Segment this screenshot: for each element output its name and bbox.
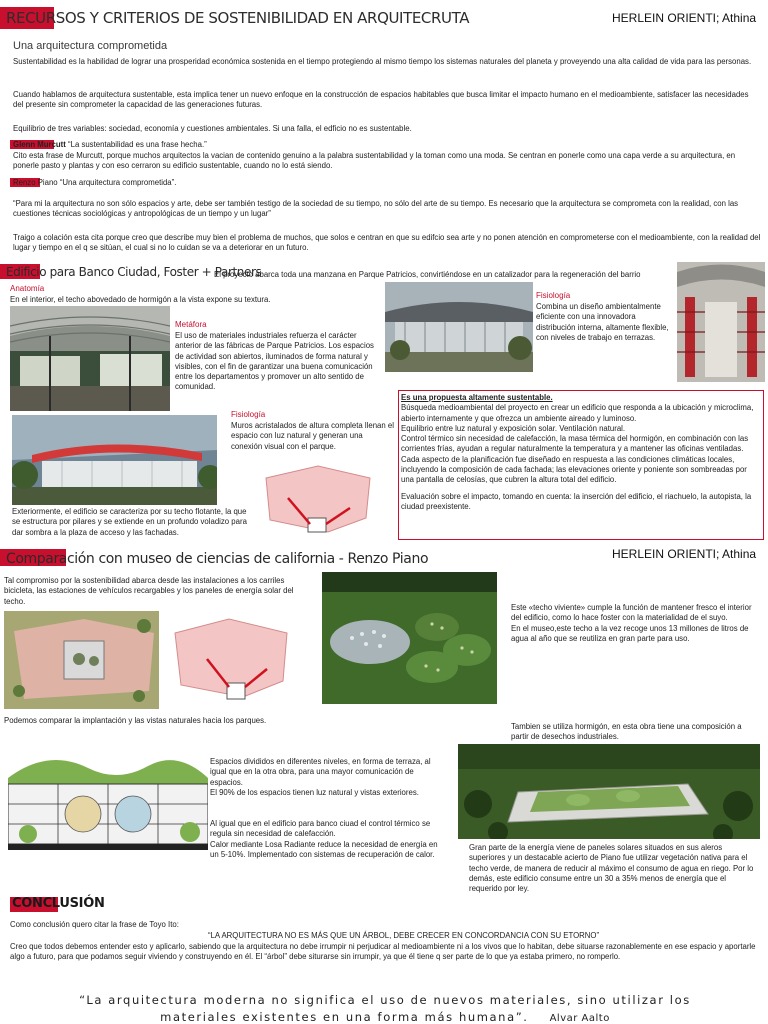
espacios-text-2: El 90% de los espacios tienen luz natural y vistas exteriores. bbox=[210, 787, 419, 797]
section-subtitle: Una arquitectura comprometida bbox=[13, 40, 168, 52]
murcutt-name: Glenn Murcutt bbox=[13, 140, 66, 149]
intro-paragraph-1: Sustentabilidad es la habilidad de lograr una prosperidad económica sostenida en el tiempo protegiendo al mismo tiempo los sistemas naturales del planeta y proveyendo una alta calidad de vida para las personas. bbox=[13, 57, 752, 66]
author-name: HERLEIN ORIENTI; Athina bbox=[612, 11, 757, 25]
piano-line bbox=[13, 178, 176, 188]
piano-text-1: “Para mi la arquitectura no son sólo espacios y arte, debe ser también testigo de la sociedad de su tiempo, no sólo del arte de su tiempo. Es necesario que la arquitectura se comprometa con la realidad, con las cuestiones técnicas sociológicas y antropológicas de un tiempo y un lugar” bbox=[13, 199, 739, 219]
murcutt-text: Cito esta frase de Murcutt, porque muchos arquitectos la vacian de contenido genuino a la palabra sustentabilidad y la toman como una moda. Se centran en ponerle como una capa verde a su arquitectura, en ponerle pasto y plantas y con eso cerraron su edificio sustentable, cuando no lo está siendo. bbox=[13, 151, 736, 171]
compare-author: HERLEIN ORIENTI; Athina bbox=[612, 547, 757, 561]
conclusion-heading: CONCLUSIÓN bbox=[12, 896, 105, 911]
museum-green-roof-photo bbox=[458, 744, 760, 839]
banco-render-photo bbox=[12, 415, 217, 505]
museum-section-drawing bbox=[8, 738, 208, 850]
fisiologia-label-2: Fisiología bbox=[231, 410, 266, 419]
termico-text-1: Al igual que en el edificio para banco ciuad el control térmico se regula sin necesidad de calefacción. bbox=[210, 819, 431, 839]
conclusion-intro: Como conclusión quero citar la frase de Toyo Ito: bbox=[10, 920, 179, 929]
espacios-text-1: Espacios divididos en diferentes niveles, en forma de terraza, al igual que en la otra obra, para una mayor comunicación de espacios. bbox=[210, 757, 431, 787]
murcutt-line bbox=[13, 140, 207, 150]
compare-heading: Comparación con museo de ciencias de california - Renzo Piano bbox=[6, 551, 429, 567]
museum-site-plan bbox=[167, 611, 295, 709]
sustentable-box-text-3: Control térmico sin necesidad de calefacción, la masa térmica del hormigón, en combinación con las corrientes frías, ayudan a regular naturalmente la temperatura y a mantener las oficinas ventiladas. bbox=[401, 434, 749, 454]
energia-text: Gran parte de la energía viene de paneles solares situados en sus aleros superiores y un destacable acierto de Piano fue utilizar vegetación nativa para el techo verde, de manera de reducir al máximo el consumo de agua en riego. Por lo demás, este edificio consume entre un 30 a 35% menos de energía que el requerido por ley. bbox=[469, 843, 754, 894]
murcutt-quote: “La sustentabilidad es una frase hecha.” bbox=[68, 140, 207, 149]
sustentable-box-title: Es una propuesta altamente sustentable. bbox=[401, 393, 553, 402]
intro-paragraph-3: Equilibrio de tres variables: sociedad, economía y cuestiones ambientales. Si una falla, el edficio no es sustentable. bbox=[13, 124, 412, 133]
termico-text-2: Calor mediante Losa Radiante reduce la necesidad de energía en un 5-10%. Implementado con sistemas de recuperación de calor. bbox=[210, 839, 438, 859]
sustentable-box-content bbox=[401, 393, 761, 512]
conclusion-quote: “LA ARQUITECTURA NO ES MÁS QUE UN ÁRBOL, DEBE CRECER EN CONCORDANCIA CON SU ETORNO” bbox=[208, 931, 600, 940]
techo-viviente-text-1: Este «techo viviente» cumple la función de mantener fresco el interior del edificio, como lo hace foster con la materialidad de el suyo. bbox=[511, 603, 752, 623]
fisiologia-text-1: Combina un diseño ambientalmente eficiente con una innovadora distribución interna, altamente flexible, con niveles de trabajo en terrazas. bbox=[536, 302, 669, 342]
techo-viviente-text-2: En el museo,este techo a la vez recoge unos 13 millones de litros de agua al año que se reutiliza en gran parte para uso. bbox=[511, 623, 749, 643]
banco-exterior-photo bbox=[385, 282, 533, 372]
sustentable-box-text-1: Búsqueda medioambiental del proyecto en crear un edificio que responda a la ubicación y microclima, abierto internamente y que ofrezca un ambiente aireado y luminoso. bbox=[401, 403, 754, 423]
fisiologia-label-1: Fisiología bbox=[536, 291, 571, 300]
banco-site-plan bbox=[258, 458, 378, 540]
foster-intro: El proyecto abarca toda una manzana en Parque Patricios, convirtiéndose en un catalizador para la regeneración del barrio bbox=[214, 270, 641, 279]
banco-atrium-photo bbox=[677, 262, 765, 382]
sustentable-box-text-2: Equilibrio entre luz natural y exposición solar. Ventilación natural. bbox=[401, 423, 626, 433]
hormigon-text: Tambien se utiliza hormigón, en esta obra tiene una composición a partir de desechos industriales. bbox=[511, 722, 742, 742]
footer-quote-author: Alvar Aalto bbox=[549, 1012, 610, 1024]
intro-paragraph-2: Cuando hablamos de arquitectura sustentable, esta implica tener un nuevo enfoque en la construcción de espacios habitables que busca limitar el impacto humano en el medioambiente, satisfacer las necesidades del presente sin comprometer la capacidad de las generaciones futuras. bbox=[13, 90, 749, 110]
fisiologia-text-2: Muros acristalados de altura completa llenan el espacio con luz natural y generan una conexión visual con el parque. bbox=[231, 421, 394, 451]
exterior-text: Exteriormente, el edificio se caracteriza por su techo flotante, la que se estructura por pilares y se extiende en un profundo voladizo para dar sombra a la plaza de acceso y las fachadas. bbox=[12, 507, 247, 537]
compare-intro: Tal compromiso por la sostenibilidad abarca desde las instalaciones a los carriles bicicleta, las estaciones de vehículos recargables y los paneles de energía solar del techo. bbox=[4, 576, 294, 606]
footer-quote bbox=[60, 992, 710, 1024]
sustentable-box-text-5: Evaluación sobre el impacto, tomando en cuenta: la inserción del edificio, el riachuelo, la autopista, la ciudad preexistente. bbox=[401, 491, 752, 511]
anatomia-text: En el interior, el techo abovedado de hormigón a la vista expone su textura. bbox=[10, 295, 271, 304]
sustentable-box-text-4: Cada aspecto de la planificación fue diseñado en respuesta a las condiciones climáticas locales, incluyendo la composición de cada fachada; las elevaciones oriente y poniente son sombreadas por una pantalla de celosías, que cubren la altura total del edificio. bbox=[401, 454, 747, 485]
living-roof-photo bbox=[322, 572, 497, 704]
conclusion-text: Creo que todos debemos entender esto y aplicarlo, sabiendo que la arquitectura no debe irrumpir ni perjudicar al medioambiente ni a los vivos que lo habitan, debe situarse razonablemente en ese espacio y aportarle algo a futuro, para que podamos seguir viviendo y construyendo en él. El “árbol” debe siturarse sin irrumpir, ya que él tiene q ser parte de lo que ya estaba primero, no romperlo. bbox=[10, 942, 756, 962]
metafora-text: El uso de materiales industriales refuerza el carácter anterior de las fábricas de Parque Patricios. Los espacios de actividad son abiertos, iluminados de forma natural y visibles, con el fin de garantizar una buena comunicación entre los departamentos y promover un alto sentido de comunidad. bbox=[175, 331, 374, 392]
termico-text bbox=[210, 819, 446, 860]
page-title: RECURSOS Y CRITERIOS DE SOSTENIBILIDAD EN ARQUITECRUTA bbox=[6, 9, 470, 27]
piano-quote: “Una arquitectura comprometida”. bbox=[59, 178, 177, 187]
piano-name: Renzo Piano bbox=[13, 178, 58, 187]
footer-quote-line-1: “La arquitectura moderna no significa el uso de nuevos materiales, sino utilizar los bbox=[79, 993, 691, 1007]
anatomia-label: Anatomía bbox=[10, 284, 45, 293]
metafora-label: Metáfora bbox=[175, 320, 207, 329]
banco-interior-photo bbox=[10, 306, 170, 411]
footer-quote-line-2 bbox=[60, 1009, 710, 1024]
foster-heading: Edificio para Banco Ciudad, Foster + Partners bbox=[6, 265, 262, 279]
implantacion-text: Podemos comparar la implantación y las vistas naturales hacia los parques. bbox=[4, 716, 267, 725]
espacios-text bbox=[210, 757, 446, 798]
techo-viviente-text bbox=[511, 603, 761, 644]
museum-aerial-photo bbox=[4, 611, 159, 709]
footer-quote-line-2-text: materiales existentes en una forma más humana”. bbox=[160, 1009, 529, 1024]
piano-text-2: Traigo a colación esta cita porque creo que describe muy bien el problema de muchos, que solos e centran en que su edifcio sea arte y no ponen atención en comprometerse con el medioambiente, con la realidad del lugar y tiempo en el q se sitúan, el cual si no lo cuidan se va a deteriorar en un futuro. bbox=[13, 233, 761, 253]
